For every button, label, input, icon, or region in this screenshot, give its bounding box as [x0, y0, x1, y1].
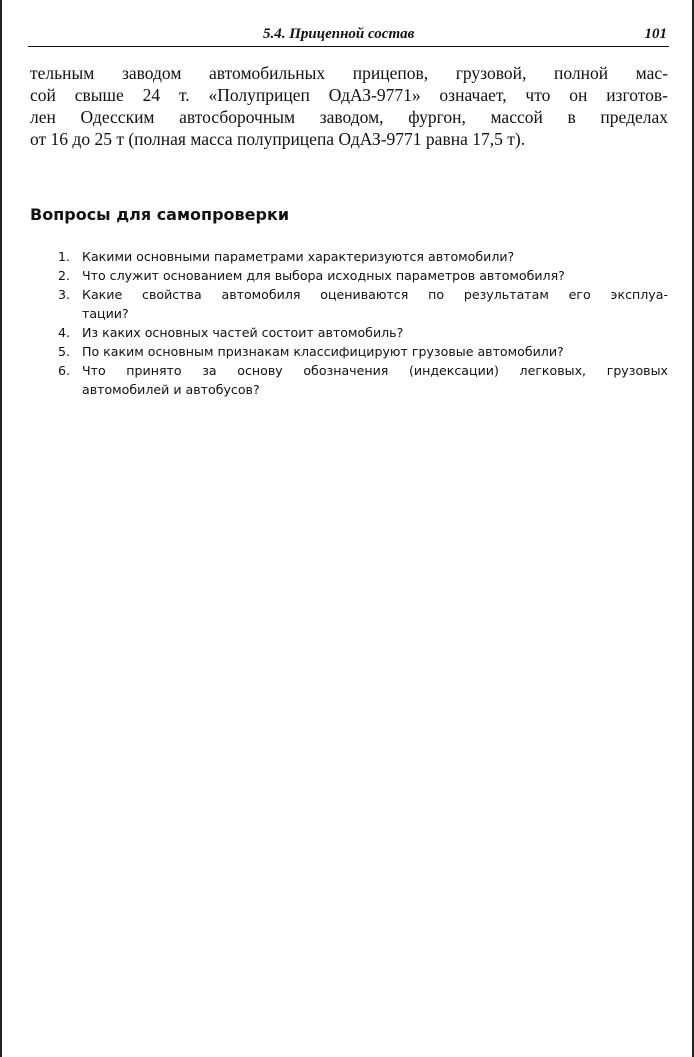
body-paragraph: [30, 62, 668, 150]
page-number: 101: [644, 26, 667, 42]
list-item: [58, 323, 668, 342]
question-text-continued: автомобилей и автобусов?: [82, 382, 260, 397]
paragraph-line: от 16 до 25 т (полная масса полуприцепа ОдАЗ-9771 равна 17,5 т).: [30, 129, 526, 149]
running-header: [28, 24, 669, 47]
question-number: 4.: [58, 325, 71, 340]
list-item: [58, 342, 668, 361]
question-text: Какими основными параметрами характеризуются автомобили?: [82, 249, 515, 264]
section-title: 5.4. Прицепной состав: [263, 26, 415, 42]
list-item: [58, 247, 668, 266]
list-item: [58, 285, 668, 323]
question-number: 2.: [58, 268, 71, 283]
question-text: Что принято за основу обозначения (индексации) легковых, грузовых: [82, 363, 668, 378]
question-text-continued: тации?: [82, 306, 129, 321]
question-text: Какие свойства автомобиля оцениваются по результатам его эксплуа-: [82, 287, 668, 302]
paragraph-line: тельным заводом автомобильных прицепов, грузовой, полной мас-: [30, 63, 668, 83]
section-heading: Вопросы для самопроверки: [30, 205, 290, 224]
question-number: 5.: [58, 344, 71, 359]
question-number: 1.: [58, 249, 71, 264]
question-number: 3.: [58, 287, 71, 302]
question-text: По каким основным признакам классифицируют грузовые автомобили?: [82, 344, 564, 359]
list-item: [58, 266, 668, 285]
questions-list: [58, 247, 668, 399]
paragraph-line: лен Одесским автосборочным заводом, фургон, массой в пределах: [30, 107, 668, 127]
question-text: Что служит основанием для выбора исходных параметров автомобиля?: [82, 268, 565, 283]
question-text: Из каких основных частей состоит автомобиль?: [82, 325, 404, 340]
question-number: 6.: [58, 363, 71, 378]
paragraph-line: сой свыше 24 т. «Полуприцеп ОдАЗ-9771» означает, что он изготов-: [30, 85, 668, 105]
list-item: [58, 361, 668, 399]
